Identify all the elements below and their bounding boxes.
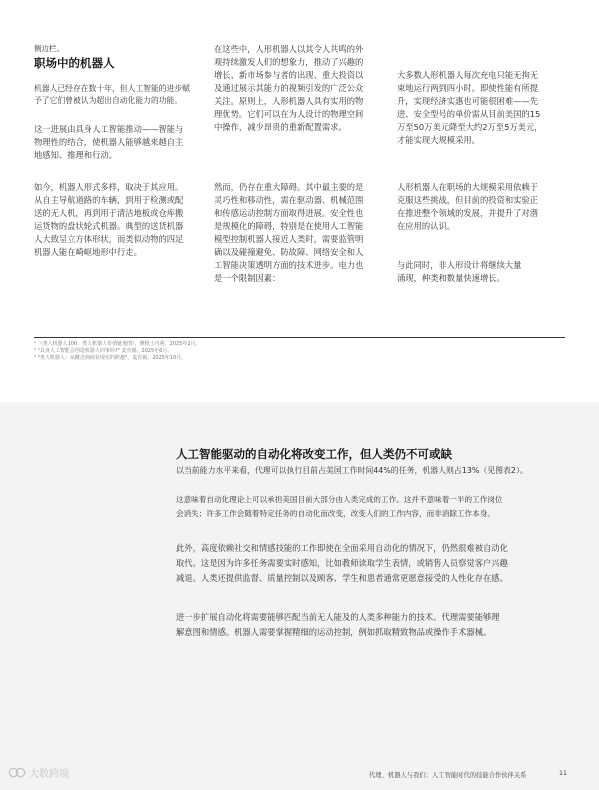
footnote-3: ³ "类人机器人：从概念到商业现实的跨越"，麦肯锡，2025年10月。 <box>34 355 187 361</box>
left-paragraph-1: 机器人已经存在数十年，但人工智能的进步赋 予了它们曾被认为超出自动化能力的功能。 <box>34 84 190 105</box>
footnote-divider <box>34 337 565 338</box>
mid-paragraph-2: 然而，仍存在重大障碍。其中最主要的是 灵巧性和移动性，需在驱动器、机械范围 和传感运动控制方面取得进展。安全性也 是规模化的障碍，特别是在使用人工智能 模型控制机器人接近人类时，需要监管明 确以及碰撞避免、防故障、网络安全和人 工智能决策透明方面的技术进步。电力也 是一个限制因素： <box>214 182 364 283</box>
main-section-title: 人工智能驱动的自动化将改变工作，但人类仍不可或缺 <box>176 447 452 461</box>
watermark <box>8 765 69 780</box>
right-paragraph-2: 人形机器人在职场的大规模采用依赖于 克服这些挑战，但目前的投资和实验正 在推进整个领域的发展，并提升了对潜 在应用的认识。 <box>397 182 539 231</box>
section-paragraph-2: 此外，高度依赖社交和情感技能的工作即使在全面采用自动化的情况下，仍然很难被自动化 取代。这是因为许多任务需要实时感知，比如教师读取学生表情，或销售人员察觉客户兴趣 减退。人类还提供监督、质量控制以及顾客、学生和患者通常更愿意接受的人性化存在感。 <box>176 543 508 583</box>
section-paragraph-1: 这意味着自动化理论上可以承担美国目前大部分由人类完成的工作。这并不意味着一半的工作岗位 会消失；许多工作会随着特定任务的自动化而改变，改变人们的工作内容，而非消除工作本身。 <box>176 495 503 518</box>
sidebar-intro: 侧边栏。 <box>34 44 64 53</box>
right-paragraph-1: 大多数人形机器人每次充电只能无拘无 束地运行两到四小时。即使性能有所提 升，实现经济实惠也可能很困难——先 进、安全型号的单价需从目前美国的15 万至50万美元降至大约2万至5万美元， 才能实现大规模采用。 <box>397 70 543 145</box>
watermark-text: 大数跨境 <box>29 769 69 780</box>
section-lead: 以当前能力水平来看，代理可以执行目前占美国工作时间44%的任务，机器人则占13%（见图表2）。 <box>176 466 528 475</box>
left-paragraph-3: 如今，机器人形式多样，取决于其应用。 从自主导航道路的车辆，到用于检测或配 送的无人机，再到用于清洁地板或仓库搬 运货物的盘状轮式机器。典型的送货机器 人大致呈立方体形状，而类似动物的四足 机器人能在崎岖地形中行走。 <box>34 182 184 257</box>
section-paragraph-3: 进一步扩展自动化将需要能够匹配当前无人能及的人类多种能力的技术。代理需要能够理 解意图和情感。机器人需要掌握精细的运动控制，例如抓取精致物品或操作手术器械。 <box>176 612 500 637</box>
right-paragraph-3: 与此同时，非人形设计将继续大量 涌现，种类和数量快速增长。 <box>397 260 522 283</box>
left-paragraph-2: 这一进展由具身人工智能推动——智能与 物理性的结合，使机器人能够越来越自主 地感知、推理和行动。 <box>34 124 184 160</box>
watermark-logo-icon <box>8 767 26 778</box>
section-heading-robots-at-work: 职场中的机器人 <box>34 56 115 70</box>
footnote-1: ¹ 《类人机器人100：类人机器人价值链地图》，摩根士丹利，2025年2月。 <box>34 341 201 347</box>
running-title: 代理、机器人与我们：人工智能时代的技能合作伙伴关系 <box>369 772 527 779</box>
page-number: 11 <box>559 770 568 777</box>
mid-paragraph-1: 在这些中，人形机器人以其令人共鸣的外 观持续激发人们的想象力，推动了兴趣的 增长、新市场参与者的出现、重大投资以 及通过展示其能力的视频引发的广泛公众 关注。原则上，人形机器人具有实用的物 理优势。它们可以在为人设计的物理空间 中操作，减少昂贵的重新配置需求。 <box>214 44 364 132</box>
footnote-2: ² "具身人工智能会创造机器人同事吗?" 麦肯锡，2025年6月。 <box>34 348 173 354</box>
